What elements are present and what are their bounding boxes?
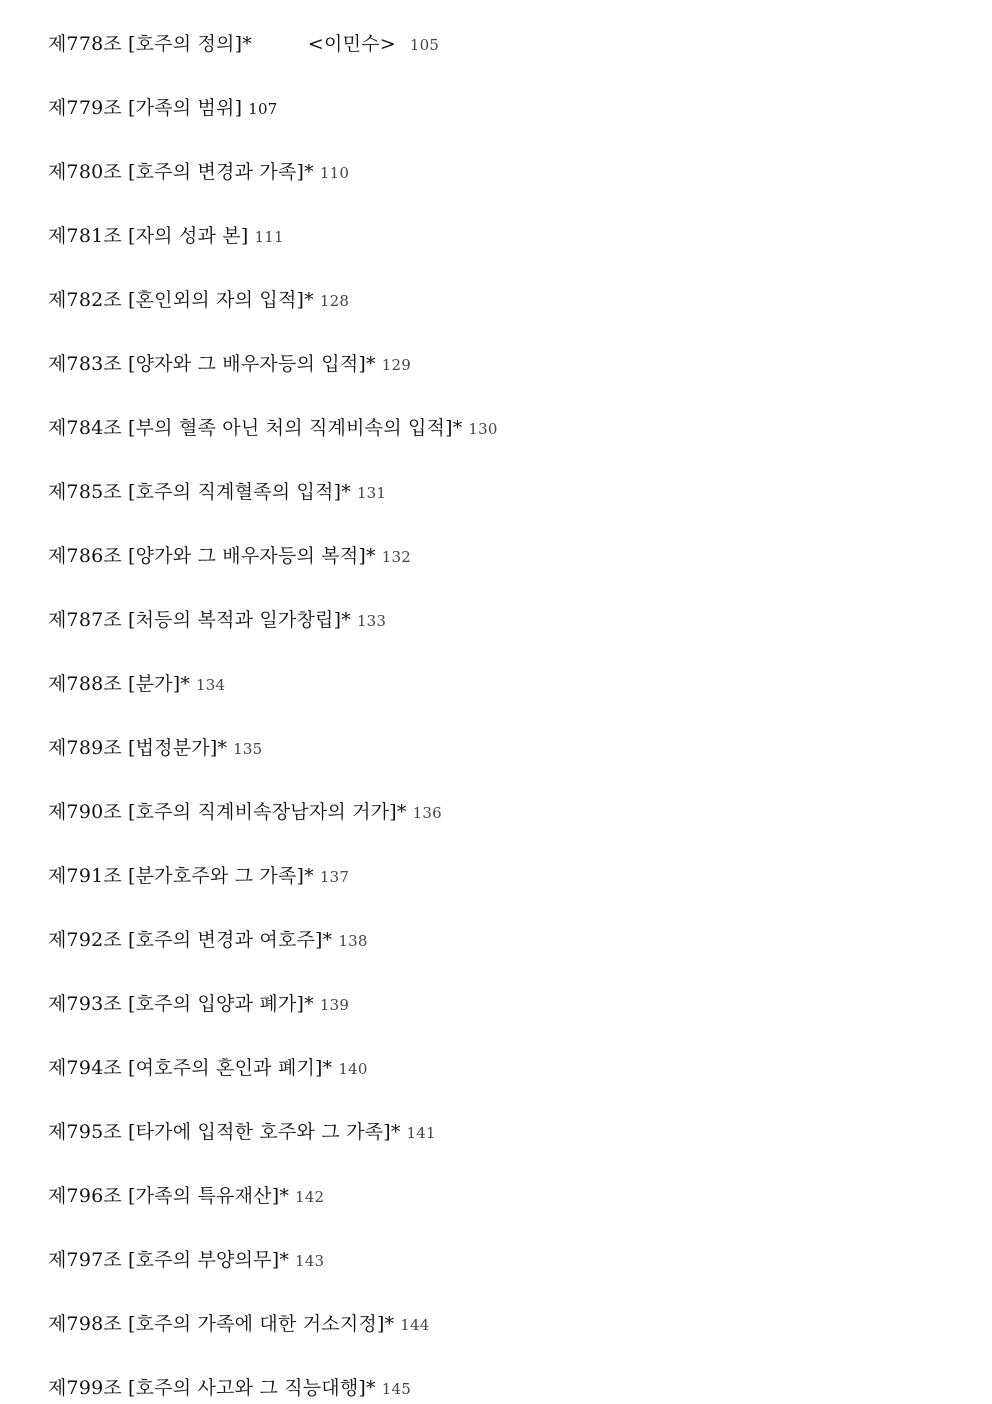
page-number: 134 [196,676,226,694]
toc-entry [48,797,442,827]
article-number: 제779조 [48,97,122,119]
article-number: 제789조 [48,737,122,759]
article-title: [혼인외의 자의 입적]* [127,289,314,311]
page-number: 130 [468,420,498,438]
page-number: 131 [356,484,387,502]
article-title: [호주의 직계비속장남자의 거가]* [127,801,407,823]
toc-entry [48,669,225,699]
article-number: 제780조 [48,161,122,183]
page-number: 107 [248,100,278,118]
author-name: <이민수> [307,33,396,55]
page-number: 143 [295,1252,325,1270]
page-number: 144 [400,1316,430,1334]
page-number: 136 [412,804,442,822]
toc-entry [48,1373,411,1403]
toc-entry [48,1245,324,1275]
article-number: 제795조 [48,1121,122,1143]
toc-entry [48,285,349,315]
article-number: 제797조 [48,1249,122,1271]
toc-entry [48,541,411,571]
page-number: 141 [406,1124,436,1142]
article-title: [타가에 입적한 호주와 그 가족]* [127,1121,401,1143]
article-number: 제788조 [48,673,122,695]
article-number: 제781조 [48,225,122,247]
article-title: [분가]* [127,673,191,695]
article-title: [호주의 사고와 그 직능대행]* [127,1377,376,1399]
toc-entry [48,221,284,251]
article-number: 제786조 [48,545,122,567]
toc-entry [48,413,498,443]
article-number: 제793조 [48,993,122,1015]
article-number: 제790조 [48,801,122,823]
page-number: 135 [233,740,263,758]
page-number: 139 [319,996,350,1014]
page-number: 133 [356,612,387,630]
article-title: [처등의 복적과 일가창립]* [127,609,351,631]
toc-entry [48,605,386,635]
page-number: 138 [338,932,368,950]
article-number: 제796조 [48,1185,122,1207]
article-number: 제785조 [48,481,122,503]
article-title: [호주의 입양과 폐가]* [127,993,314,1015]
toc-entry [48,1309,430,1339]
article-number: 제792조 [48,929,122,951]
toc-entry [48,1117,436,1147]
article-number: 제784조 [48,417,122,439]
page-number: 132 [381,548,411,566]
toc-entry [48,93,277,123]
article-title: [여호주의 혼인과 폐기]* [127,1057,333,1079]
page-number: 137 [319,868,350,886]
article-title: [호주의 변경과 가족]* [127,161,314,183]
article-title: [호주의 부양의무]* [127,1249,290,1271]
article-title: [법정분가]* [127,737,228,759]
article-title: [호주의 직계혈족의 입적]* [127,481,351,503]
article-number: 제794조 [48,1057,122,1079]
toc-entry [48,477,386,507]
article-title: [부의 혈족 아닌 처의 직계비속의 입적]* [127,417,463,439]
page-number: 128 [319,292,350,310]
toc-entry [48,349,411,379]
toc-entry [48,733,262,763]
page-number: 111 [254,228,284,246]
article-title: [양가와 그 배우자등의 복적]* [127,545,376,567]
toc-entry [48,29,439,59]
page-number: 110 [319,164,350,182]
article-number: 제782조 [48,289,122,311]
toc-entry [48,861,349,891]
article-number: 제778조 [48,33,122,55]
toc-entry [48,1181,324,1211]
page-number: 105 [409,36,440,54]
article-title: [가족의 범위] [127,97,243,119]
page-number: 145 [381,1380,411,1398]
toc-entry [48,157,349,187]
article-title: [가족의 특유재산]* [127,1185,290,1207]
page-number: 129 [381,356,411,374]
article-title: [분가호주와 그 가족]* [127,865,314,887]
article-title: [호주의 변경과 여호주]* [127,929,333,951]
page-number: 140 [338,1060,368,1078]
page-number: 142 [295,1188,325,1206]
article-title: [자의 성과 본] [127,225,249,247]
article-number: 제791조 [48,865,122,887]
article-title: [호주의 정의]* [127,33,252,55]
article-title: [호주의 가족에 대한 거소지정]* [127,1313,395,1335]
article-number: 제787조 [48,609,122,631]
article-title: [양자와 그 배우자등의 입적]* [127,353,376,375]
table-of-contents [48,0,948,1403]
article-number: 제798조 [48,1313,122,1335]
toc-entry [48,925,368,955]
article-number: 제799조 [48,1377,122,1399]
article-number: 제783조 [48,353,122,375]
toc-entry [48,1053,368,1083]
toc-entry [48,989,349,1019]
